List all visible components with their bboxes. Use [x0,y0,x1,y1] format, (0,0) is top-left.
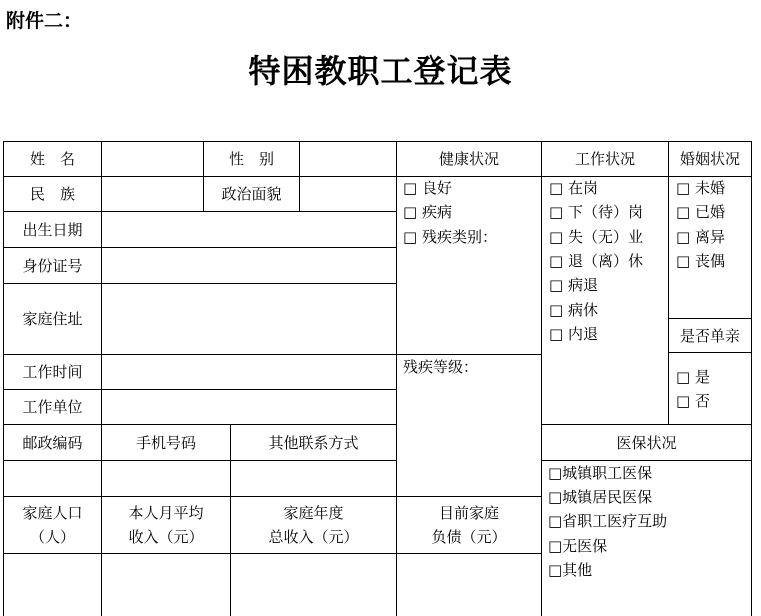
disability-level-label: 残疾等级： [403,358,479,376]
work-option-on-duty[interactable]: □ 在岗 [549,179,598,197]
ethnicity-field[interactable] [102,177,203,211]
work-option-laid-off[interactable]: □ 下（待）岗 [549,203,643,221]
monthly-income-line2: 收入（元） [128,528,204,546]
insurance-option-urban-resident[interactable]: □城镇居民医保 [548,488,653,506]
name-field[interactable] [102,142,203,176]
monthly-income-label [102,497,230,553]
insurance-option-urban-employee[interactable]: □城镇职工医保 [548,464,653,482]
marriage-option-married[interactable]: □ 已婚 [676,203,725,221]
postcode-label: 邮政编码 [22,433,83,452]
health-option-good[interactable]: □ 良好 [403,179,452,197]
work-status-header: 工作状况 [574,150,635,168]
form-title: 特困教职工登记表 [248,52,513,90]
political-label: 政治面貌 [221,185,282,203]
work-option-sick-leave[interactable]: □ 病休 [549,301,598,319]
debt-field[interactable] [397,554,541,616]
marriage-option-single[interactable]: □ 未婚 [676,179,725,197]
annual-income-field[interactable] [231,554,396,616]
family-size-line1: 家庭人口 [22,504,83,522]
debt-line1: 目前家庭 [438,504,499,522]
work-unit-label: 工作单位 [22,398,83,416]
gender-field[interactable] [300,142,396,176]
work-unit-field[interactable] [102,390,396,424]
address-label: 家庭住址 [22,310,83,328]
single-parent-option-no[interactable]: □ 否 [676,392,710,410]
single-parent-header: 是否单亲 [679,326,740,345]
monthly-income-field[interactable] [102,554,230,616]
ethnicity-label: 民 族 [29,185,75,203]
annual-income-line1: 家庭年度 [283,504,344,522]
birth-field[interactable] [102,212,396,247]
annual-income-label [231,497,396,553]
gender-label: 性 别 [228,150,274,168]
marriage-option-widowed[interactable]: □ 丧偶 [676,252,725,270]
phone-field[interactable] [102,461,230,496]
insurance-option-other[interactable]: □其他 [548,561,593,579]
insurance-option-provincial-mutual[interactable]: □省职工医疗互助 [548,512,668,530]
health-header: 健康状况 [438,150,499,168]
health-option-disability-type[interactable]: □ 残疾类别： [403,228,497,246]
single-parent-option-yes[interactable]: □ 是 [676,368,710,386]
marriage-header: 婚姻状况 [679,150,740,168]
work-option-sick-retire[interactable]: □ 病退 [549,276,598,294]
work-option-retired[interactable]: □ 退（离）休 [549,252,643,270]
id-number-field[interactable] [102,248,396,283]
birth-label: 出生日期 [22,220,83,239]
phone-label: 手机号码 [135,433,196,452]
debt-line2: 负债（元） [431,528,507,546]
debt-label [397,497,541,553]
work-option-unemployed[interactable]: □ 失（无）业 [549,228,643,246]
name-label: 姓 名 [29,150,75,168]
insurance-header: 医保状况 [616,433,677,452]
other-contact-field[interactable] [231,461,396,496]
work-option-internal-retire[interactable]: □ 内退 [549,325,598,343]
family-size-label [4,497,101,553]
postcode-field[interactable] [4,461,101,496]
annual-income-line2: 总收入（元） [268,528,359,546]
monthly-income-line1: 本人月平均 [128,504,204,522]
insurance-option-none[interactable]: □无医保 [548,537,608,555]
work-time-label: 工作时间 [22,363,83,381]
health-option-illness[interactable]: □ 疾病 [403,203,452,221]
marriage-option-divorced[interactable]: □ 离异 [676,228,725,246]
other-contact-label: 其他联系方式 [268,433,359,452]
id-number-label: 身份证号 [22,256,83,275]
family-size-line2: （人） [29,528,75,546]
attachment-label: 附件二： [6,10,83,32]
work-time-field[interactable] [102,355,396,389]
family-size-field[interactable] [4,554,101,616]
address-field[interactable] [102,284,396,354]
political-field[interactable] [300,177,396,211]
